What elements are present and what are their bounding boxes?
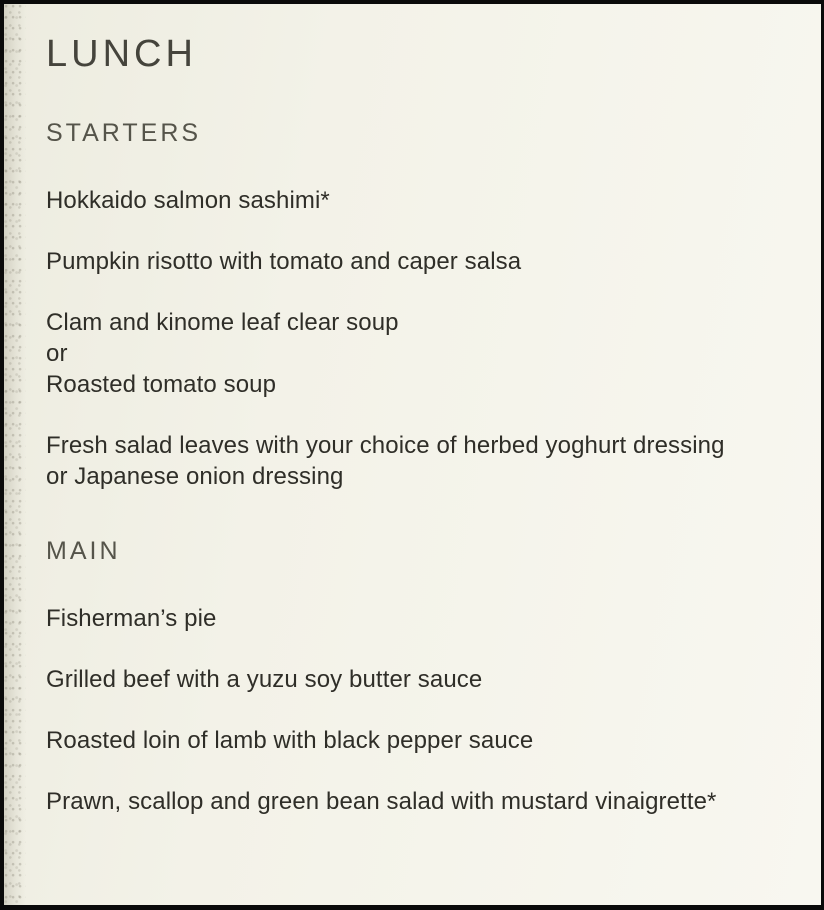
menu-page [4,4,821,817]
menu-section [46,538,781,817]
section-heading: STARTERS [46,119,202,147]
menu-item-line: Roasted tomato soup [46,371,277,398]
menu-item-line: Fisherman’s pie [46,605,217,632]
menu-item [46,307,781,400]
menu-item [46,430,781,492]
menu-item-line: Fresh salad leaves with your choice of herbed yoghurt dressing [46,432,725,459]
menu-item [46,246,781,277]
section-items [46,185,781,492]
menu-item-line: Grilled beef with a yuzu soy butter sauce [46,666,483,693]
menu-item-line: Roasted loin of lamb with black pepper sauce [46,727,534,754]
menu-item [46,603,781,634]
menu-item-line: or [46,340,68,367]
menu-section [46,120,781,492]
menu-item-line: Pumpkin risotto with tomato and caper salsa [46,248,522,275]
section-items [46,603,781,817]
menu-item [46,185,781,216]
menu-item [46,786,781,817]
section-heading: MAIN [46,537,121,565]
menu-item-line: Clam and kinome leaf clear soup [46,309,399,336]
menu-title: LUNCH [46,33,197,75]
menu-item-line: Hokkaido salmon sashimi* [46,187,330,214]
menu-sections [46,120,781,817]
menu-item-line: Prawn, scallop and green bean salad with mustard vinaigrette* [46,788,717,815]
menu-item [46,725,781,756]
menu-item-line: or Japanese onion dressing [46,463,344,490]
menu-item [46,664,781,695]
